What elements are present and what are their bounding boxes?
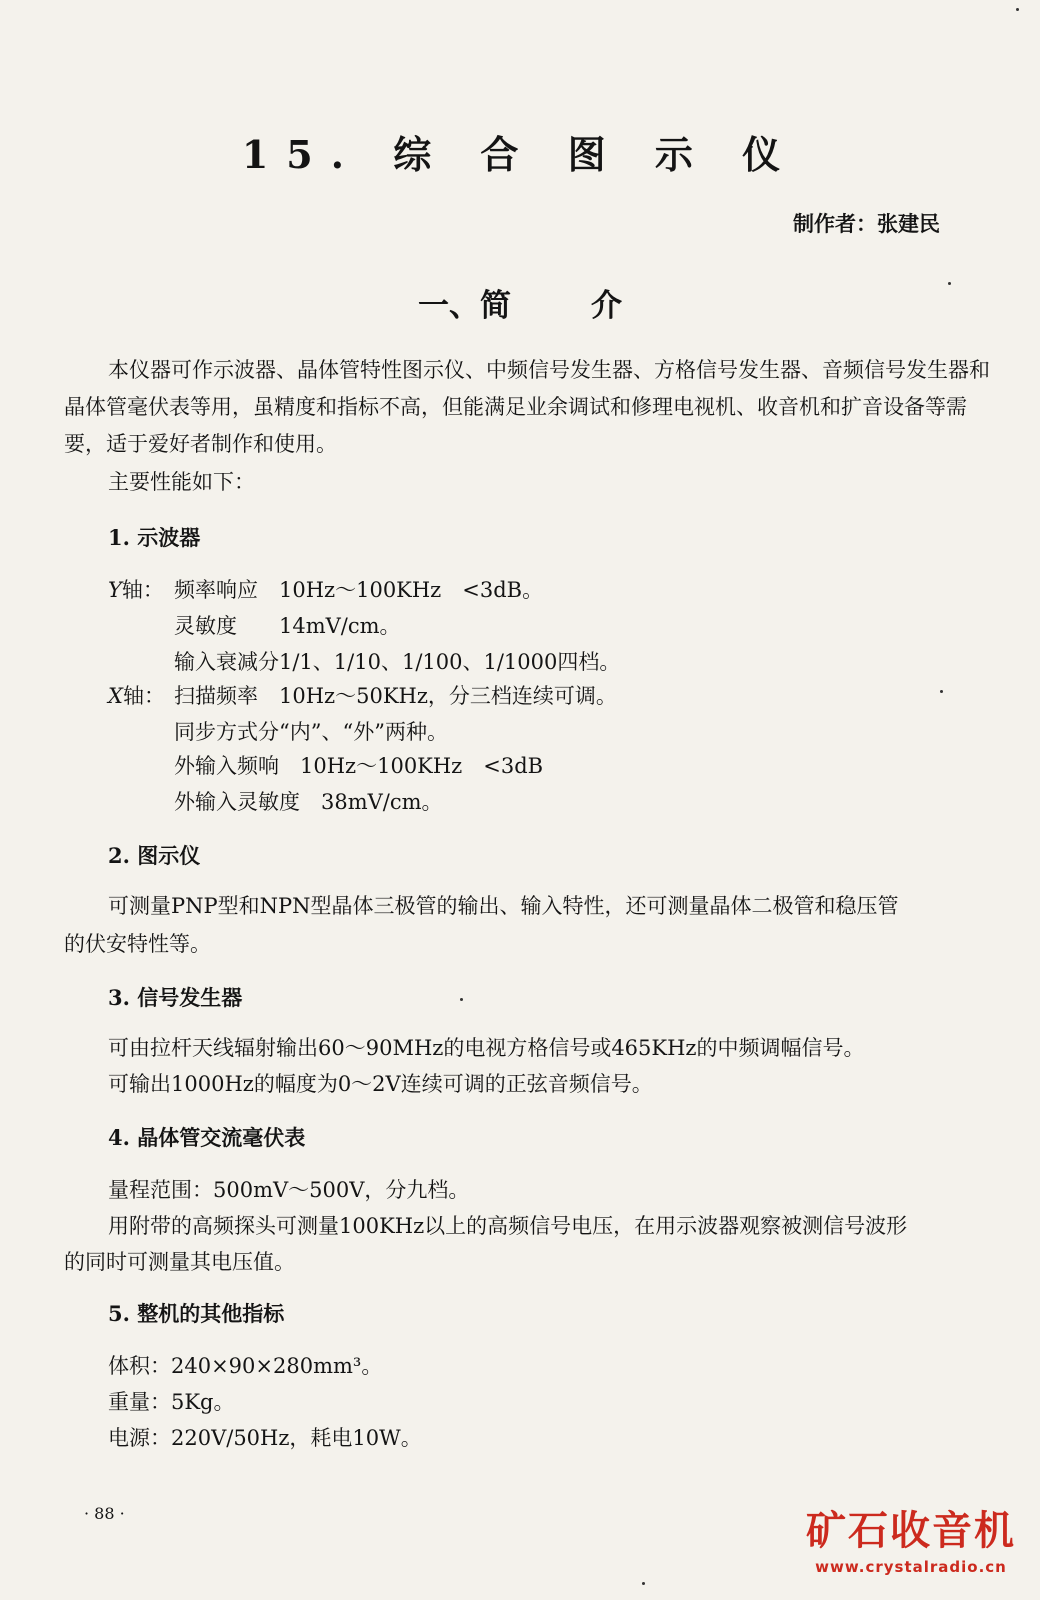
author-credit: 制作者：张建民	[793, 211, 940, 236]
page-title: 15. 综 合 图 示 仪	[241, 132, 799, 177]
oscilloscope-heading: 1. 示波器	[108, 525, 201, 550]
signal-generator-text-line2: 可输出1000Hz的幅度为0～2V连续可调的正弦音频信号。	[108, 1072, 653, 1096]
spec-power: 电源：220V/50Hz，耗电10W。	[108, 1426, 422, 1450]
x-axis-ext-sensitivity: 外输入灵敏度 38mV/cm。	[174, 790, 443, 814]
signal-generator-text-line1: 可由拉杆天线辐射输出60～90MHz的电视方格信号或465KHz的中频调幅信号。	[108, 1036, 865, 1060]
millivoltmeter-heading: 4. 晶体管交流毫伏表	[108, 1125, 306, 1150]
performance-intro: 主要性能如下：	[108, 470, 255, 494]
y-axis-attenuation: 输入衰减分1/1、1/10、1/100、1/1000四档。	[174, 650, 621, 674]
millivoltmeter-text-line2: 的同时可测量其电压值。	[64, 1250, 295, 1274]
y-axis-letter: Y	[108, 578, 122, 602]
x-axis-ext-freq-response: 外输入频响 10Hz～100KHz <3dB	[174, 754, 544, 778]
watermark-logo	[806, 1499, 1016, 1576]
intro-paragraph: 本仪器可作示波器、晶体管特性图示仪、中频信号发生器、方格信号发生器、音频信号发生器和晶体管毫伏表等用，虽精度和指标不高，但能满足业余调试和修理电视机、收音机和扩音设备等需要，适于爱好者制作和使用。	[64, 358, 990, 456]
y-axis-freq-response: 频率响应 10Hz～100KHz <3dB。	[174, 578, 544, 602]
spec-weight: 重量：5Kg。	[108, 1390, 235, 1414]
section-heading	[0, 280, 1040, 325]
watermark-main-text: 矿石收音机	[806, 1508, 1016, 1554]
scan-speck	[940, 690, 943, 693]
spec-volume: 体积：240×90×280mm³。	[108, 1354, 383, 1378]
other-specs-heading: 5. 整机的其他指标	[108, 1301, 285, 1326]
y-axis-sensitivity: 灵敏度 14mV/cm。	[174, 614, 401, 638]
scan-speck	[642, 1582, 645, 1585]
signal-generator-heading: 3. 信号发生器	[108, 985, 243, 1010]
y-axis-label	[108, 574, 164, 604]
curve-tracer-heading: 2. 图示仪	[108, 843, 201, 868]
scan-speck	[460, 998, 463, 1001]
section-heading-left: 一、简	[418, 288, 511, 324]
x-axis-suffix: 轴：	[122, 684, 165, 708]
millivoltmeter-text-line1: 用附带的高频探头可测量100KHz以上的高频信号电压，在用示波器观察被测信号波形	[108, 1214, 908, 1238]
y-axis-suffix: 轴：	[121, 578, 164, 602]
x-axis-label	[108, 680, 165, 710]
page-number: · 88 ·	[84, 1504, 125, 1523]
watermark-url: www.crystalradio.cn	[815, 1558, 1007, 1576]
x-axis-letter: X	[108, 684, 123, 708]
scan-speck	[1016, 8, 1019, 11]
x-axis-sync-mode: 同步方式分“内”、“外”两种。	[174, 720, 448, 744]
curve-tracer-text-line1: 可测量PNP型和NPN型晶体三极管的输出、输入特性，还可测量晶体二极管和稳压管	[108, 894, 899, 918]
x-axis-sweep-frequency: 扫描频率 10Hz～50KHz，分三档连续可调。	[174, 684, 617, 708]
section-heading-right: 介	[591, 288, 622, 324]
millivoltmeter-range: 量程范围：500mV～500V，分九档。	[108, 1178, 470, 1202]
curve-tracer-text-line2: 的伏安特性等。	[64, 932, 211, 956]
scan-speck	[948, 282, 951, 285]
